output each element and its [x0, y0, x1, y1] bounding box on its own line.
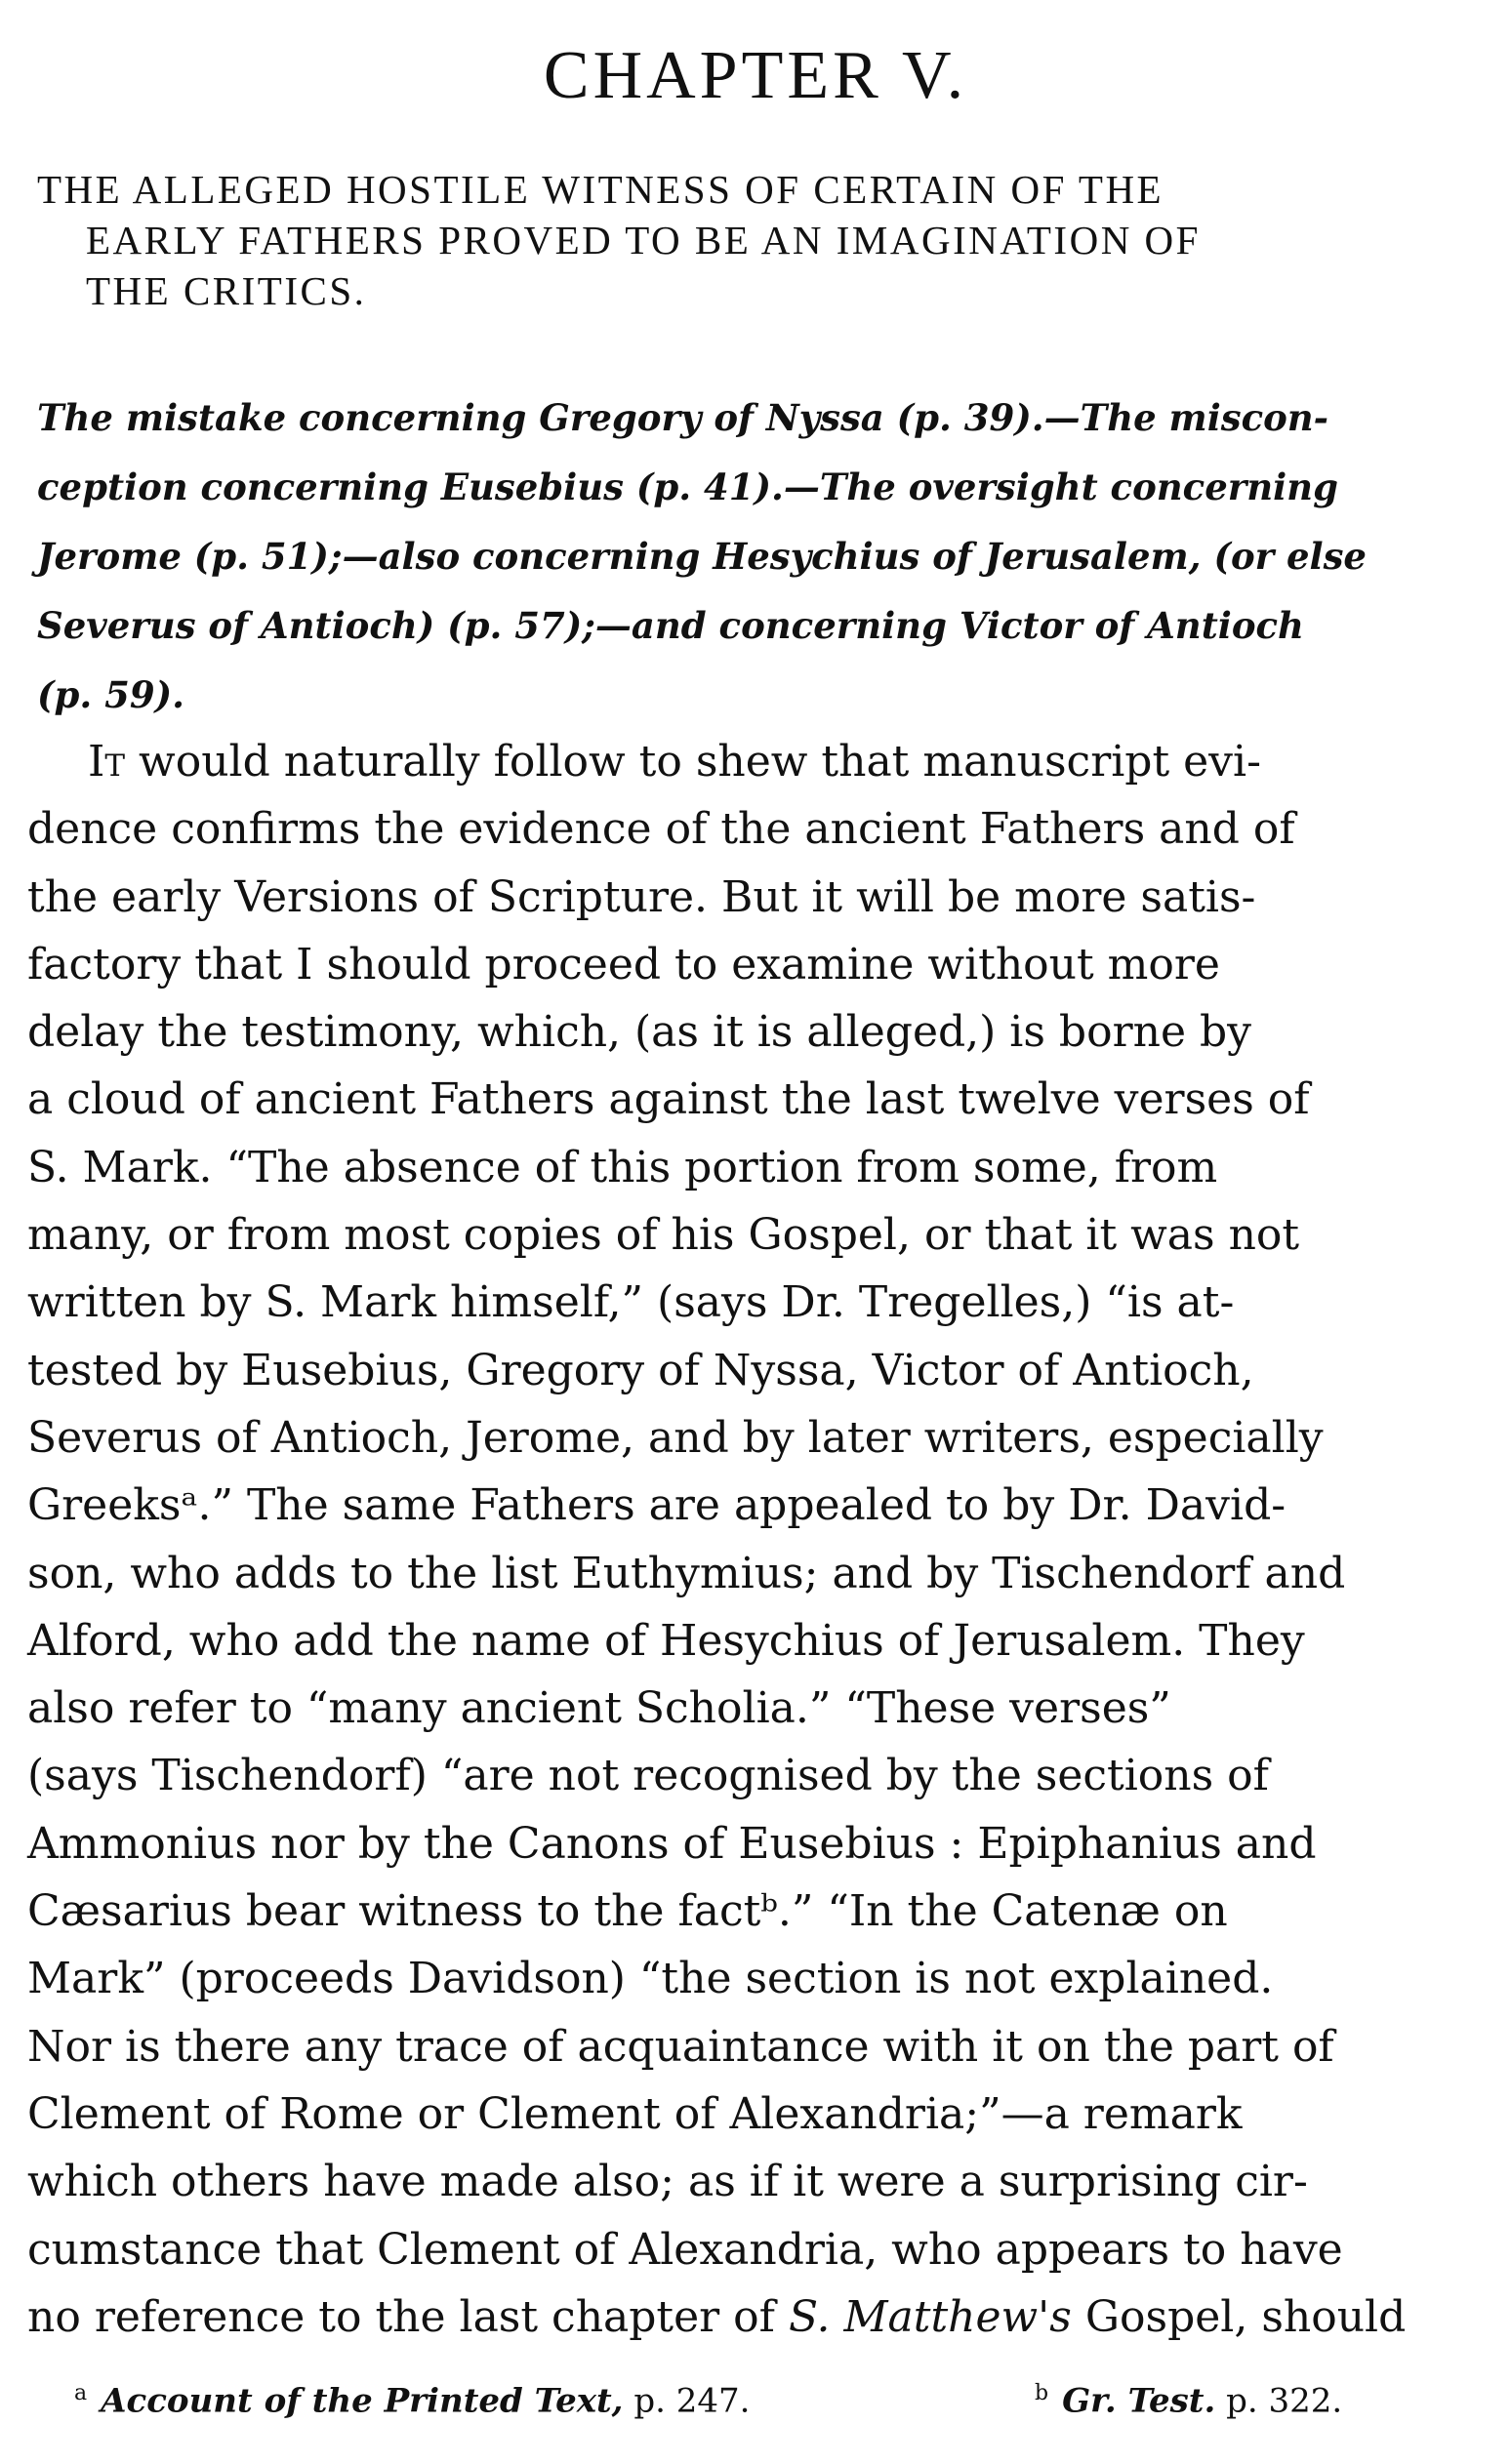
footnote-source: Gr. Test.: [1062, 2381, 1216, 2421]
body-text-run: no reference to the last chapter of: [27, 2291, 789, 2342]
body-line: Alford, who add the name of Hesychius of Jerusalem. They: [27, 1615, 1305, 1666]
body-line: S. Mark. “The absence of this portion from some, from: [27, 1142, 1218, 1192]
footnote-page: p. 322.: [1215, 2381, 1343, 2421]
body-line: the early Versions of Scripture. But it will be more satis-: [27, 871, 1256, 922]
body-line: Severus of Antioch, Jerome, and by later writers, especially: [27, 1412, 1324, 1463]
synopsis-line: Jerome (p. 51);—also concerning Hesychius of Jerusalem, (or else: [37, 535, 1367, 578]
chapter-synopsis: [37, 384, 1476, 730]
body-line: dence confirms the evidence of the ancient Fathers and of: [27, 804, 1295, 855]
body-line: Clement of Rome or Clement of Alexandria;”—a remark: [27, 2088, 1243, 2139]
body-line-text: would naturally follow to shew that manuscript evi-: [125, 737, 1261, 787]
synopsis-line: ception concerning Eusebius (p. 41).—The oversight concerning: [37, 465, 1338, 508]
footnote-mark: a: [74, 2381, 88, 2405]
footnote-page: p. 247.: [623, 2381, 751, 2421]
drop-word: It: [88, 737, 126, 787]
body-text-run: Gospel, should: [1071, 2291, 1407, 2342]
body-line: Cæsarius bear witness to the factᵇ.” “In the Catenæ on: [27, 1886, 1228, 1937]
body-line-last: [27, 2283, 1476, 2351]
synopsis-line: Severus of Antioch) (p. 57);—and concerning Victor of Antioch: [37, 604, 1304, 647]
body-line: Nor is there any trace of acquaintance with it on the part of: [27, 2021, 1334, 2072]
body-line: [27, 728, 1476, 795]
body-line: factory that I should proceed to examine without more: [27, 939, 1220, 990]
body-line: tested by Eusebius, Gregory of Nyssa, Victor of Antioch,: [27, 1345, 1254, 1395]
body-line: (says Tischendorf) “are not recognised by the sections of: [27, 1751, 1269, 1801]
body-line: Ammonius nor by the Canons of Eusebius : Epiphanius and: [27, 1818, 1317, 1869]
body-line: many, or from most copies of his Gospel, or that it was not: [27, 1210, 1300, 1261]
chapter-title-line: THE ALLEGED HOSTILE WITNESS OF CERTAIN OF THE: [37, 167, 1164, 212]
synopsis-line: (p. 59).: [37, 673, 185, 716]
body-line: cumstance that Clement of Alexandria, who appears to have: [27, 2224, 1343, 2275]
body-line: which others have made also; as if it were a surprising cir-: [27, 2157, 1308, 2207]
footnote-mark: b: [1035, 2381, 1049, 2405]
footnotes: [0, 2381, 1511, 2430]
body-line: son, who adds to the list Euthymius; and by Tischendorf and: [27, 1548, 1346, 1598]
body-line: also refer to “many ancient Scholia.” “These verses”: [27, 1683, 1171, 1734]
body-line: a cloud of ancient Fathers against the last twelve verses of: [27, 1074, 1310, 1125]
body-line: delay the testimony, which, (as it is alleged,) is borne by: [27, 1007, 1251, 1058]
body-line: Mark” (proceeds Davidson) “the section is not explained.: [27, 1954, 1274, 2004]
synopsis-line: The mistake concerning Gregory of Nyssa (p. 39).—The miscon-: [37, 396, 1329, 439]
body-paragraph: [27, 728, 1476, 2351]
footnote-a: [74, 2381, 750, 2420]
footnote-source: Account of the Printed Text,: [101, 2381, 624, 2421]
footnote-b: [1035, 2381, 1342, 2420]
body-italic-run: S. Matthew's: [788, 2291, 1072, 2342]
body-line: Greeksᵃ.” The same Fathers are appealed to by Dr. David-: [27, 1480, 1286, 1531]
chapter-title-line: EARLY FATHERS PROVED TO BE AN IMAGINATION OF: [86, 218, 1201, 263]
chapter-title-line: THE CRITICS.: [86, 268, 367, 313]
body-line: written by S. Mark himself,” (says Dr. Tregelles,) “is at-: [27, 1277, 1235, 1328]
chapter-title: [37, 164, 1476, 316]
chapter-heading: CHAPTER V.: [543, 38, 968, 113]
